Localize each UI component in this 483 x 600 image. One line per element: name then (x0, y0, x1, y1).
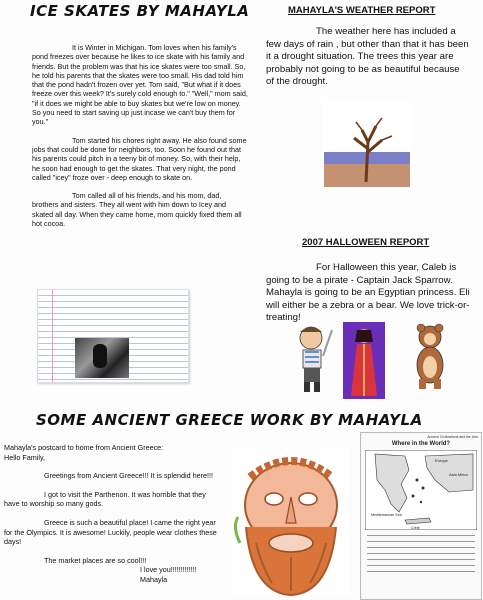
postcard-signoff: I love you!!!!!!!!!!!!! Mahayla (140, 565, 197, 584)
postcard-paragraph: Greetings from Ancient Greece!!! It is splendid here!!! (44, 471, 213, 481)
postcard-paragraph: Greece is such a beautiful place! I came the right year for the Olympics. It is awesome! Luckily, people wear clothes these days! (4, 517, 217, 547)
ice-skates-story (32, 43, 248, 237)
pirate-drawing-image (295, 320, 335, 395)
map-label-sea: Mediterranean Sea (371, 513, 402, 517)
greece-title: SOME ANCIENT GREECE WORK BY MAHAYLA (36, 411, 423, 429)
bear-costume-image (410, 323, 450, 391)
worksheet-legend-lines (367, 535, 475, 572)
greek-mask-drawing-image (232, 447, 350, 597)
map-label-asia-minor: Asia Minor (449, 472, 468, 477)
notebook-drawing-image (37, 289, 189, 383)
postcard-paragraph: The market places are so cool!!! (44, 555, 147, 565)
worksheet-subtitle: Ancient Civilizations and the Arts (427, 435, 478, 439)
skater-photo (75, 338, 129, 378)
worksheet-title: Where in the World? (391, 441, 451, 447)
postcard-intro: Mahayla's postcard to home from Ancient Greece: (4, 443, 164, 452)
egyptian-princess-image (343, 322, 385, 399)
tree-painting-image (322, 102, 412, 189)
map-label-europe: Europe (435, 458, 448, 463)
ice-skates-title: ICE SKATES BY MAHAYLA (30, 2, 250, 20)
greece-postcard (4, 443, 220, 585)
greece-map-worksheet (360, 432, 482, 600)
weather-title: MAHAYLA'S WEATHER REPORT (288, 5, 436, 16)
map-label-crete: Crete (411, 526, 420, 530)
story-paragraph: Tom started his chores right away. He also found some jobs that could be done for neighbors, too. Soon he found out that his parents could pitch in a teeny bit of money. So, with their help, he soon had enough to get the skates. That very night, the pond called "icey" froze over - deep enough to skate on. (32, 135, 247, 182)
story-paragraph: It is Winter in Michigan. Tom loves when his family's pond freezes over because he likes to ice skate with his family and friends. But the problem was that his ice skates were too small. So, he told his parents that the skates were too small. His dad told him that the pond hadn't frozen over yet. Tom said, "But what if it does freeze over this week? It's surely cold enough to." "Well," mom said, "if it does we might be able to buy skates but we're low on money. So you need to start saving up just incase we can't buy them for you." (32, 43, 248, 127)
postcard-greeting: Hello Family, (4, 452, 46, 462)
weather-text: The weather here has included a few days of rain , but other than that it has been it a drought situation. The trees this year are probably not going to be as beautiful because of the drought. (266, 26, 469, 88)
halloween-title: 2007 HALLOWEEN REPORT (302, 237, 430, 248)
postcard-paragraph: I got to visit the Parthenon. It was horrible that they have to worship so many gods. (4, 489, 206, 509)
greece-map-image (365, 450, 477, 530)
story-paragraph: Tom called all of his friends, and his mom, dad, brothers and sisters. They all went with him down to Icey and skated all day. When they came home, mom quickly fixed them all hot cocoa. (32, 191, 242, 229)
halloween-text: For Halloween this year, Caleb is going to be a pirate - Captain Jack Sparrow. Mahayla is going to be an Egyptian princess. Eli will either be a zebra or a bear. We love trick-or-treating! (266, 262, 470, 324)
